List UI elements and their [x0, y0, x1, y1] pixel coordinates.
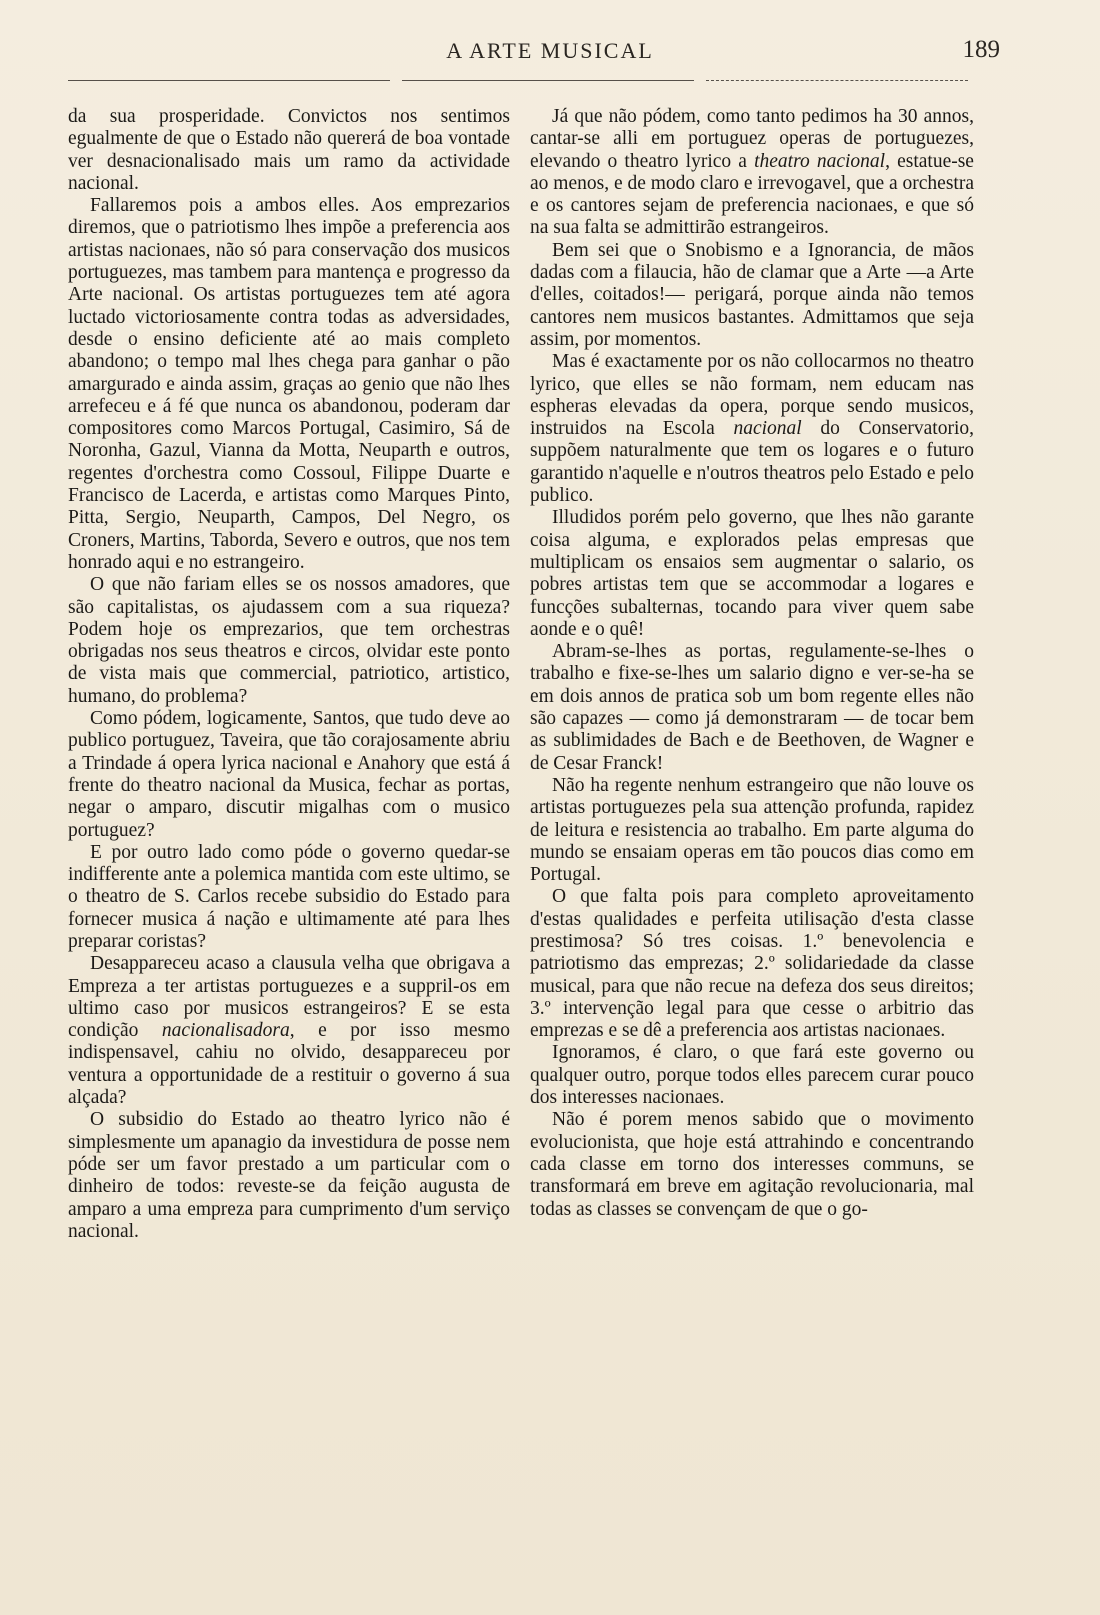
paragraph-text: Desappareceu acaso a clausula velha que obrigava a Empreza a ter artistas portuguezes e a suppril-os em ultimo caso por musicos estrangeiros? E se esta condição [68, 953, 510, 1042]
italic-term: nacional [733, 418, 802, 440]
paragraph: Bem sei que o Snobismo e a Ignorancia, de mãos dadas com a filaucia, hão de clamar que a Arte —a Arte d'elles, coitados!— perigará, porque ainda não temos cantores nem musicos bastantes. Admittamos que seja assim, por momentos. [530, 239, 974, 350]
left-column [68, 106, 510, 1243]
journal-title: A ARTE MUSICAL [446, 38, 654, 63]
page-number: 189 [962, 36, 1000, 63]
header-rule [68, 80, 390, 81]
paragraph: Fallaremos pois a ambos elles. Aos emprezarios diremos, que o patriotismo lhes impõe a preferencia aos artistas nacionaes, não só para conservação dos musicos portuguezes, mas tambem para mantença e progresso da Arte nacional. Os artistas portuguezes tem até agora luctado victoriosamente contra todas as adversidades, desde o ensino deficiente até ao mais completo abandono; o tempo mal lhes chega para ganhar o pão amargurado e ainda assim, graças ao genio que não lhes arrefeceu e á fé que nunca os abandonou, poderam dar compositores como Marcos Portugal, Casimiro, Sá de Noronha, Gazul, Vianna da Motta, Neuparth e outros, regentes d'orchestra como Cossoul, Filippe Duarte e Francisco de Lacerda, e artistas como Marques Pinto, Pitta, Sergio, Neuparth, Campos, Del Negro, os Croners, Martins, Taborda, Severo e outros, que nos tem honrado aqui e no estrangeiro. [68, 195, 510, 573]
header-rule [706, 80, 968, 81]
paragraph: Ignoramos, é claro, o que fará este governo ou qualquer outro, porque todos elles parecem curar pouco dos interesses nacionaes. [530, 1042, 974, 1109]
paragraph [530, 351, 974, 507]
italic-term: nacionalisadora [161, 1020, 290, 1042]
paragraph-text: Mas é exactamente por os não collocarmos no theatro lyrico, que elles se não formam, nem educam nas espheras elevadas da opera, porque sendo musicos, instruidos na Escola [530, 351, 974, 440]
paragraph: Abram-se-lhes as portas, regulamente-se-lhes o trabalho e fixe-se-lhes um salario digno e ver-se-ha se em dois annos de pratica sob um bom regente elles não são capazes — como já demonstraram — de tocar bem as sublimidades de Bach e de Beethoven, de Wagner e de Cesar Franck! [530, 641, 974, 774]
paragraph-text: , estatue-se ao menos, e de modo claro e irrevogavel, que a orchestra e os cantores sejam de preferencia nacionaes, e que só na sua falta se admittirão estrangeiros. [530, 150, 974, 239]
italic-term: theatro nacional [754, 150, 886, 172]
paragraph: Não ha regente nenhum estrangeiro que não louve os artistas portuguezes pela sua attenção profunda, rapidez de leitura e resistencia ao trabalho. Em parte alguma do mundo se ensaiam operas em tão poucos dias como em Portugal. [530, 774, 974, 886]
paragraph [68, 953, 510, 1109]
paragraph: Como pódem, logicamente, Santos, que tudo deve ao publico portuguez, Taveira, que tão corajosamente abriu a Trindade á opera lyrica nacional e Anahory que está á frente do theatro nacional da Musica, fechar as portas, negar o amparo, discutir migalhas com o musico portuguez? [68, 708, 510, 841]
paragraph: O subsidio do Estado ao theatro lyrico não é simplesmente um apanagio da investidura de posse nem póde ser um favor prestado a um particular com o dinheiro de todos: reveste-se da feição augusta de amparo a uma empreza para cumprimento d'um serviço nacional. [68, 1109, 510, 1242]
paragraph [530, 106, 974, 240]
paragraph: da sua prosperidade. Convictos nos sentimos egualmente de que o Estado não quererá de boa vontade ver desnacionalisado mais um ramo da actividade nacional. [68, 106, 510, 194]
paragraph-text: do Conservatorio, suppõem naturalmente que tem os logares e o futuro garantido n'aquelle e n'outros theatros pelo Estado e pelo publico. [530, 418, 975, 507]
paragraph: E por outro lado como póde o governo quedar-se indifferente ante a polemica mantida com este ultimo, se o theatro de S. Carlos recebe subsidio do Estado para fornecer musica á nação e ultimamente até para lhes preparar coristas? [68, 841, 510, 952]
paragraph: Illudidos porém pelo governo, que lhes não garante coisa alguma, e explorados pelas empresas que multiplicam os ensaios sem augmentar o salario, os pobres artistas tem que se accommodar a logares e funcções subalternas, tocando para viver quem sabe aonde e o quê! [530, 507, 974, 640]
paragraph: O que não fariam elles se os nossos amadores, que são capitalistas, os ajudassem com a sua riqueza? Podem hoje os emprezarios, que tem orchestras obrigadas nos seus theatros e circos, olvidar este ponto de vista mais que commercial, patriotico, artistico, humano, do problema? [68, 574, 510, 707]
header-rule [402, 80, 694, 81]
paragraph: Não é porem menos sabido que o movimento evolucionista, que hoje está attrahindo e concentrando cada classe em torno dos interesses communs, se transformará em breve em agitação revolucionaria, mal todas as classes se convençam de que o go- [530, 1109, 974, 1220]
paragraph-text: , e por isso mesmo indispensavel, cahiu no olvido, desappareceu por ventura a opportunidade de a restituir o governo á sua alçada? [68, 1020, 510, 1109]
paragraph-text: Já que não pódem, como tanto pedimos ha 30 annos, cantar-se alli em portuguez operas de portuguezes, elevando o theatro lyrico a [530, 106, 974, 172]
paragraph: O que falta pois para completo aproveitamento d'estas qualidades e perfeita utilisação d'esta classe prestimosa? Só tres coisas. 1.º benevolencia e patriotismo das emprezas; 2.º solidariedade da classe musical, para que não recue na defeza dos seus direitos; 3.º intervenção legal para que cesse o arbitrio das emprezas e se dê a preferencia aos artistas nacionaes. [530, 886, 974, 1042]
right-column [530, 106, 974, 1221]
